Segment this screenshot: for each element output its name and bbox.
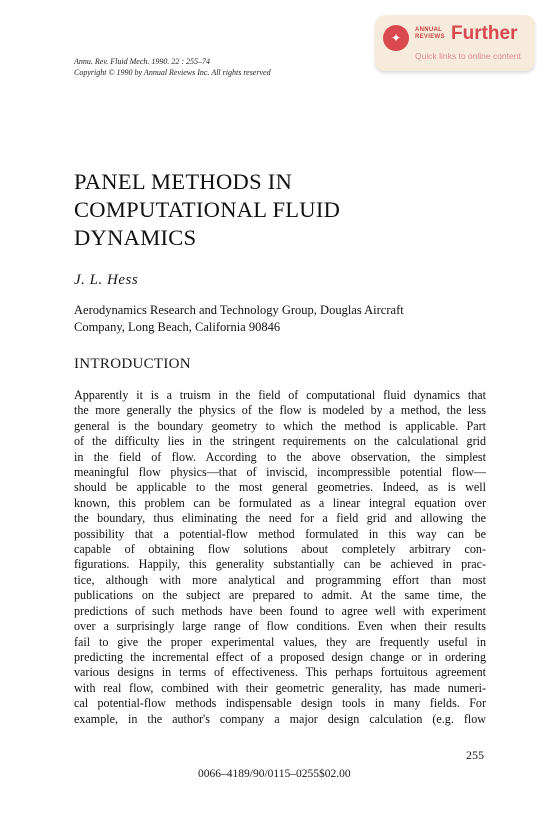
body-line: in the field of flow. According to the above observation, the simplest (74, 449, 486, 464)
title-line: COMPUTATIONAL FLUID (74, 197, 341, 222)
body-line: example, in the author's company a major design calculation (e.g. flow (74, 711, 486, 726)
article-title (74, 168, 340, 252)
body-line: predicting the incremental effect of a proposed design change or in ordering (74, 649, 486, 664)
body-line: the boundary, thus eliminating the need for a field grid and allowing the (74, 511, 486, 526)
page-number: 255 (466, 748, 484, 762)
body-line: figurations. Happily, this generality substantially can be achieved in prac- (74, 557, 486, 572)
article-price-code: 0066–4189/90/0115–0255$02.00 (198, 768, 351, 780)
body-line: publications on the subject are prepared to admit. At the same time, the (74, 588, 486, 603)
body-line: possibility that a potential-flow method formulated in this way can be (74, 526, 486, 541)
body-line: general is the boundary geometry to which the method is applicable. Part (74, 418, 486, 433)
journal-reference (74, 56, 271, 78)
copyright-notice: Copyright © 1990 by Annual Reviews Inc. All rights reserved (74, 68, 271, 77)
further-subtitle: Quick links to online content (415, 51, 521, 61)
body-line: predictions of such methods have been found to agree well with experiment (74, 603, 486, 618)
affiliation-line: Company, Long Beach, California 90846 (74, 320, 281, 334)
further-links-badge[interactable] (375, 15, 535, 71)
body-line: various designs in terms of effectiveness. This perhaps fortuitous agreement (74, 665, 486, 680)
body-line: tice, although with more analytical and programming effort than most (74, 572, 486, 587)
annual-reviews-logo-icon: ✦ (383, 25, 409, 51)
section-heading-introduction: INTRODUCTION (74, 356, 191, 372)
body-line: with real flow, combined with their geometric generality, has made numeri- (74, 680, 486, 695)
author-affiliation (74, 302, 404, 336)
body-line: cal potential-flow methods indispensable design tools in many fields. For (74, 696, 486, 711)
body-line: over a surprisingly large range of flow conditions. Even when their results (74, 619, 486, 634)
body-line: the more generally the physics of the flow is modeled by a method, the less (74, 403, 486, 418)
author-name: J. L. Hess (74, 272, 139, 288)
body-line: should be applicable to the most general geometries. Indeed, as is well (74, 480, 486, 495)
introduction-body (74, 388, 486, 727)
annual-reviews-brand (415, 27, 445, 41)
body-line: fail to give the proper experimental values, they are frequently useful in (74, 634, 486, 649)
title-line: PANEL METHODS IN (74, 169, 293, 194)
body-line: Apparently it is a truism in the field of computational fluid dynamics that (74, 388, 486, 402)
brand-line-2: REVIEWS (415, 34, 445, 40)
affiliation-line: Aerodynamics Research and Technology Group, Douglas Aircraft (74, 303, 404, 317)
body-line: meaningful flow physics—that of inviscid, incompressible potential flow— (74, 465, 486, 480)
body-line: of the difficulty lies in the stringent requirements on the calculational grid (74, 434, 486, 449)
journal-citation: Annu. Rev. Fluid Mech. 1990. 22 : 255–74 (74, 57, 211, 66)
title-line: DYNAMICS (74, 225, 197, 250)
body-line: capable of obtaining flow solutions about completely arbitrary con- (74, 542, 486, 557)
further-title: Further (451, 23, 518, 44)
body-line: known, this problem can be formulated as a linear integral equation over (74, 495, 486, 510)
brand-line-1: ANNUAL (415, 27, 443, 33)
